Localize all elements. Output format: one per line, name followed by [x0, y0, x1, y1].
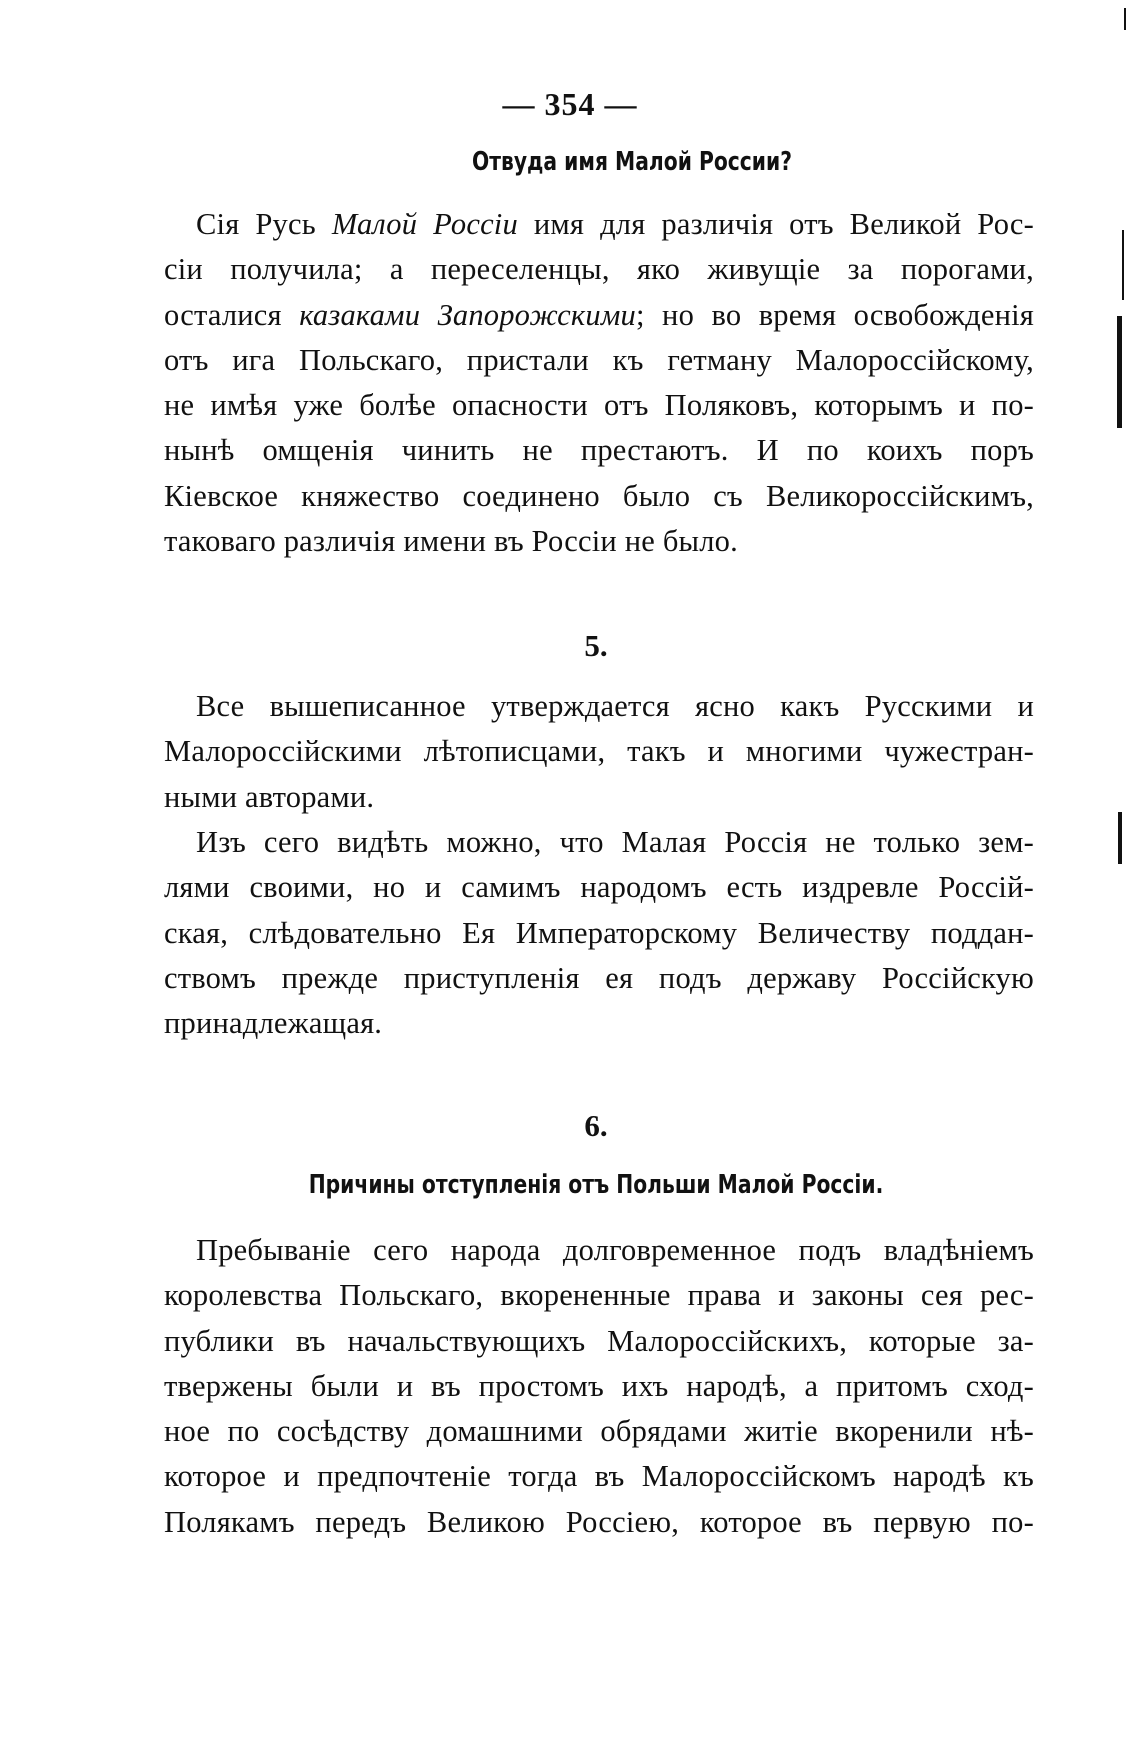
paragraph-line: королевства Польскаго, вкорененные права и законы сея рес-: [164, 1278, 1034, 1313]
paragraph-3: [164, 820, 1034, 1046]
paragraph-line: сіи получила; а переселенцы, яко живущіе за порогами,: [164, 252, 1034, 287]
paragraph-line: не имѣя уже болѣе опасности отъ Поляковъ, которымъ и по-: [164, 388, 1034, 423]
scan-edge-mark: [1122, 230, 1124, 300]
paragraph-line: публики въ начальствующихъ Малороссійскихъ, которые за-: [164, 1323, 1034, 1358]
paragraph-line: Кіевское княжество соединено было съ Великороссійскимъ,: [164, 478, 1034, 513]
paragraph-line: Все вышеписанное утверждается ясно какъ Русскими и: [196, 689, 1034, 723]
scan-edge-mark: [1124, 8, 1126, 30]
section-number-6: 6.: [584, 1108, 608, 1143]
heading-origin-of-name: Отвуда имя Малой России?: [472, 147, 792, 177]
page-number: — 354 —: [502, 86, 638, 122]
paragraph-line: твержены были и въ простомъ ихъ народѣ, а притомъ сход-: [164, 1368, 1034, 1403]
paragraph-line: нынѣ омщенія чинить не престаютъ. И по коихъ поръ: [164, 433, 1034, 468]
paragraph-line: лями своими, но и самимъ народомъ есть издревле Россій-: [164, 870, 1034, 905]
paragraph-line: Малороссійскими лѣтописцами, такъ и многими чужестран-: [164, 734, 1034, 769]
paragraph-line: которое и предпочтеніе тогда въ Малороссійскомъ народѣ къ: [164, 1459, 1034, 1494]
paragraph-line: Сія Русь Малой Россіи имя для различія отъ Великой Рос-: [196, 207, 1034, 241]
paragraph-line: осталися казаками Запорожскими; но во время освобожденія: [164, 297, 1034, 332]
paragraph-1: [164, 202, 1034, 564]
section-number-5: 5.: [584, 628, 608, 663]
scan-edge-mark: [1117, 316, 1122, 428]
paragraph-line: таковаго различія имени въ Россіи не было.: [164, 524, 738, 559]
paragraph-line: ными авторами.: [164, 779, 375, 814]
scan-edge-mark: [1118, 812, 1122, 864]
paragraph-line: отъ ига Польскаго, пристали къ гетману Малороссійскому,: [164, 342, 1034, 377]
paragraph-4: [164, 1228, 1034, 1545]
paragraph-line: принадлежащая.: [164, 1006, 383, 1041]
heading-reasons: Причины отступленія отъ Польши Малой Россіи.: [308, 1170, 884, 1200]
paragraph-line: Изъ сего видѣть можно, что Малая Россія не только зем-: [196, 825, 1034, 859]
paragraph-line: Пребываніе сего народа долговременное подъ владѣніемъ: [196, 1233, 1034, 1267]
paragraph-line: ное по сосѣдству домашними обрядами житіе вкоренили нѣ-: [164, 1414, 1034, 1449]
paragraph-2: [164, 684, 1034, 820]
paragraph-line: ствомъ прежде приступленія ея подъ державу Россійскую: [164, 960, 1034, 995]
paragraph-line: Полякамъ передъ Великою Россіею, которое въ первую по-: [164, 1504, 1034, 1539]
paragraph-line: ская, слѣдовательно Ея Императорскому Величеству поддан-: [164, 915, 1034, 950]
